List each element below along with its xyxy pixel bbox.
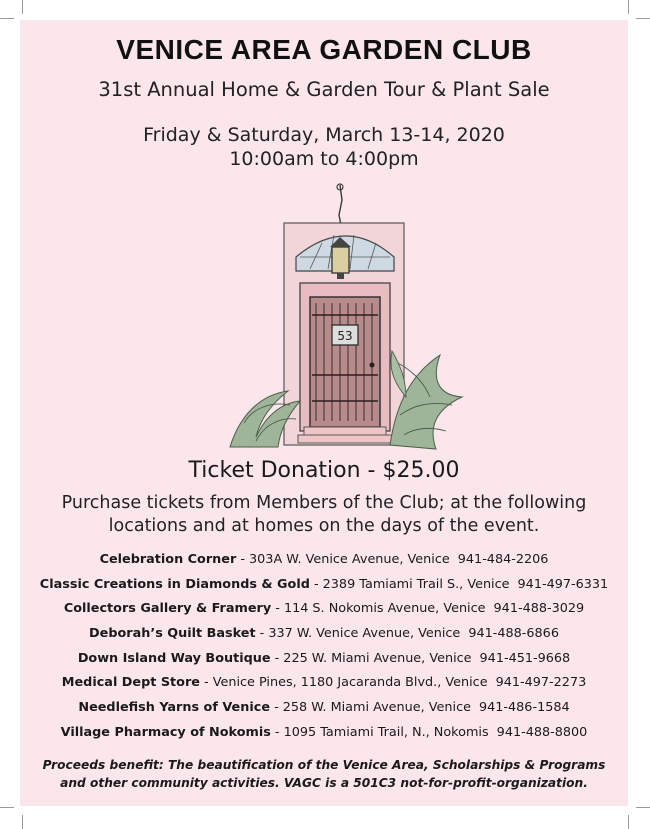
proceeds-line: Proceeds benefit: The beautification of the Venice Area, Scholarships & Programs [42,758,606,772]
location-address: - 337 W. Venice Avenue, Venice [255,626,461,642]
crop-mark [628,815,629,829]
location-item [20,671,628,696]
proceeds-line: and other community activities. VAGC is a 501C3 not-for-profit-organization. [60,776,588,790]
location-phone: 941-486-1584 [478,700,570,716]
svg-text:53: 53 [337,329,353,343]
location-name: Celebration Corner [99,552,237,567]
purchase-line: locations and at homes on the days of the event. [108,516,540,536]
location-address: - 114 S. Nokomis Avenue, Venice [271,601,486,617]
purchase-line: Purchase tickets from Members of the Club; at the following [61,493,587,513]
location-item [20,573,628,598]
location-name: Classic Creations in Diamonds & Gold [39,576,310,592]
location-item [20,622,628,647]
event-date-block [20,123,628,171]
location-name: Deborah’s Quilt Basket [89,626,256,642]
crop-mark [628,0,629,14]
crop-mark [0,807,14,808]
location-address: - Venice Pines, 1180 Jacaranda Blvd., Venice [199,675,488,691]
location-address: - 1095 Tamiami Trail, N., Nokomis [270,724,489,740]
location-item [20,548,628,573]
location-phone: 941-488-6866 [468,626,559,642]
crop-mark [0,18,14,19]
location-item [20,597,628,622]
location-address: - 303A W. Venice Avenue, Venice [236,552,450,567]
location-name: Medical Dept Store [61,675,200,691]
doorway-illustration-icon [200,165,470,455]
location-address: - 2389 Tamiami Trail S., Venice [309,576,510,592]
location-name: Collectors Gallery & Framery [63,601,272,617]
location-address: - 258 W. Miami Avenue, Venice [270,700,471,716]
crop-mark [22,0,23,14]
ticket-price: Ticket Donation - $25.00 [188,458,460,483]
proceeds-note [20,756,628,792]
location-phone: 941-497-2273 [495,675,587,691]
location-phone: 941-497-6331 [517,576,609,592]
location-item [20,647,628,672]
location-phone: 941-484-2206 [457,552,549,567]
location-name: Needlefish Yarns of Venice [78,700,270,716]
location-address: - 225 W. Miami Avenue, Venice [270,650,472,666]
location-item [20,696,628,721]
location-phone: 941-488-8800 [496,724,588,740]
location-item [20,721,628,746]
event-subtitle: 31st Annual Home & Garden Tour & Plant Sale [98,78,550,101]
location-phone: 941-488-3029 [493,601,585,617]
crop-mark [636,807,650,808]
location-name: Village Pharmacy of Nokomis [60,724,271,740]
location-phone: 941-451-9668 [479,650,571,666]
crop-mark [22,815,23,829]
purchase-info [20,492,628,538]
event-date: Friday & Saturday, March 13-14, 2020 [143,124,505,146]
event-time: 10:00am to 4:00pm [229,148,419,170]
locations-list [20,548,628,746]
page-title: VENICE AREA GARDEN CLUB [116,34,532,65]
location-name: Down Island Way Boutique [77,650,271,666]
flyer [20,20,628,806]
crop-mark [636,18,650,19]
